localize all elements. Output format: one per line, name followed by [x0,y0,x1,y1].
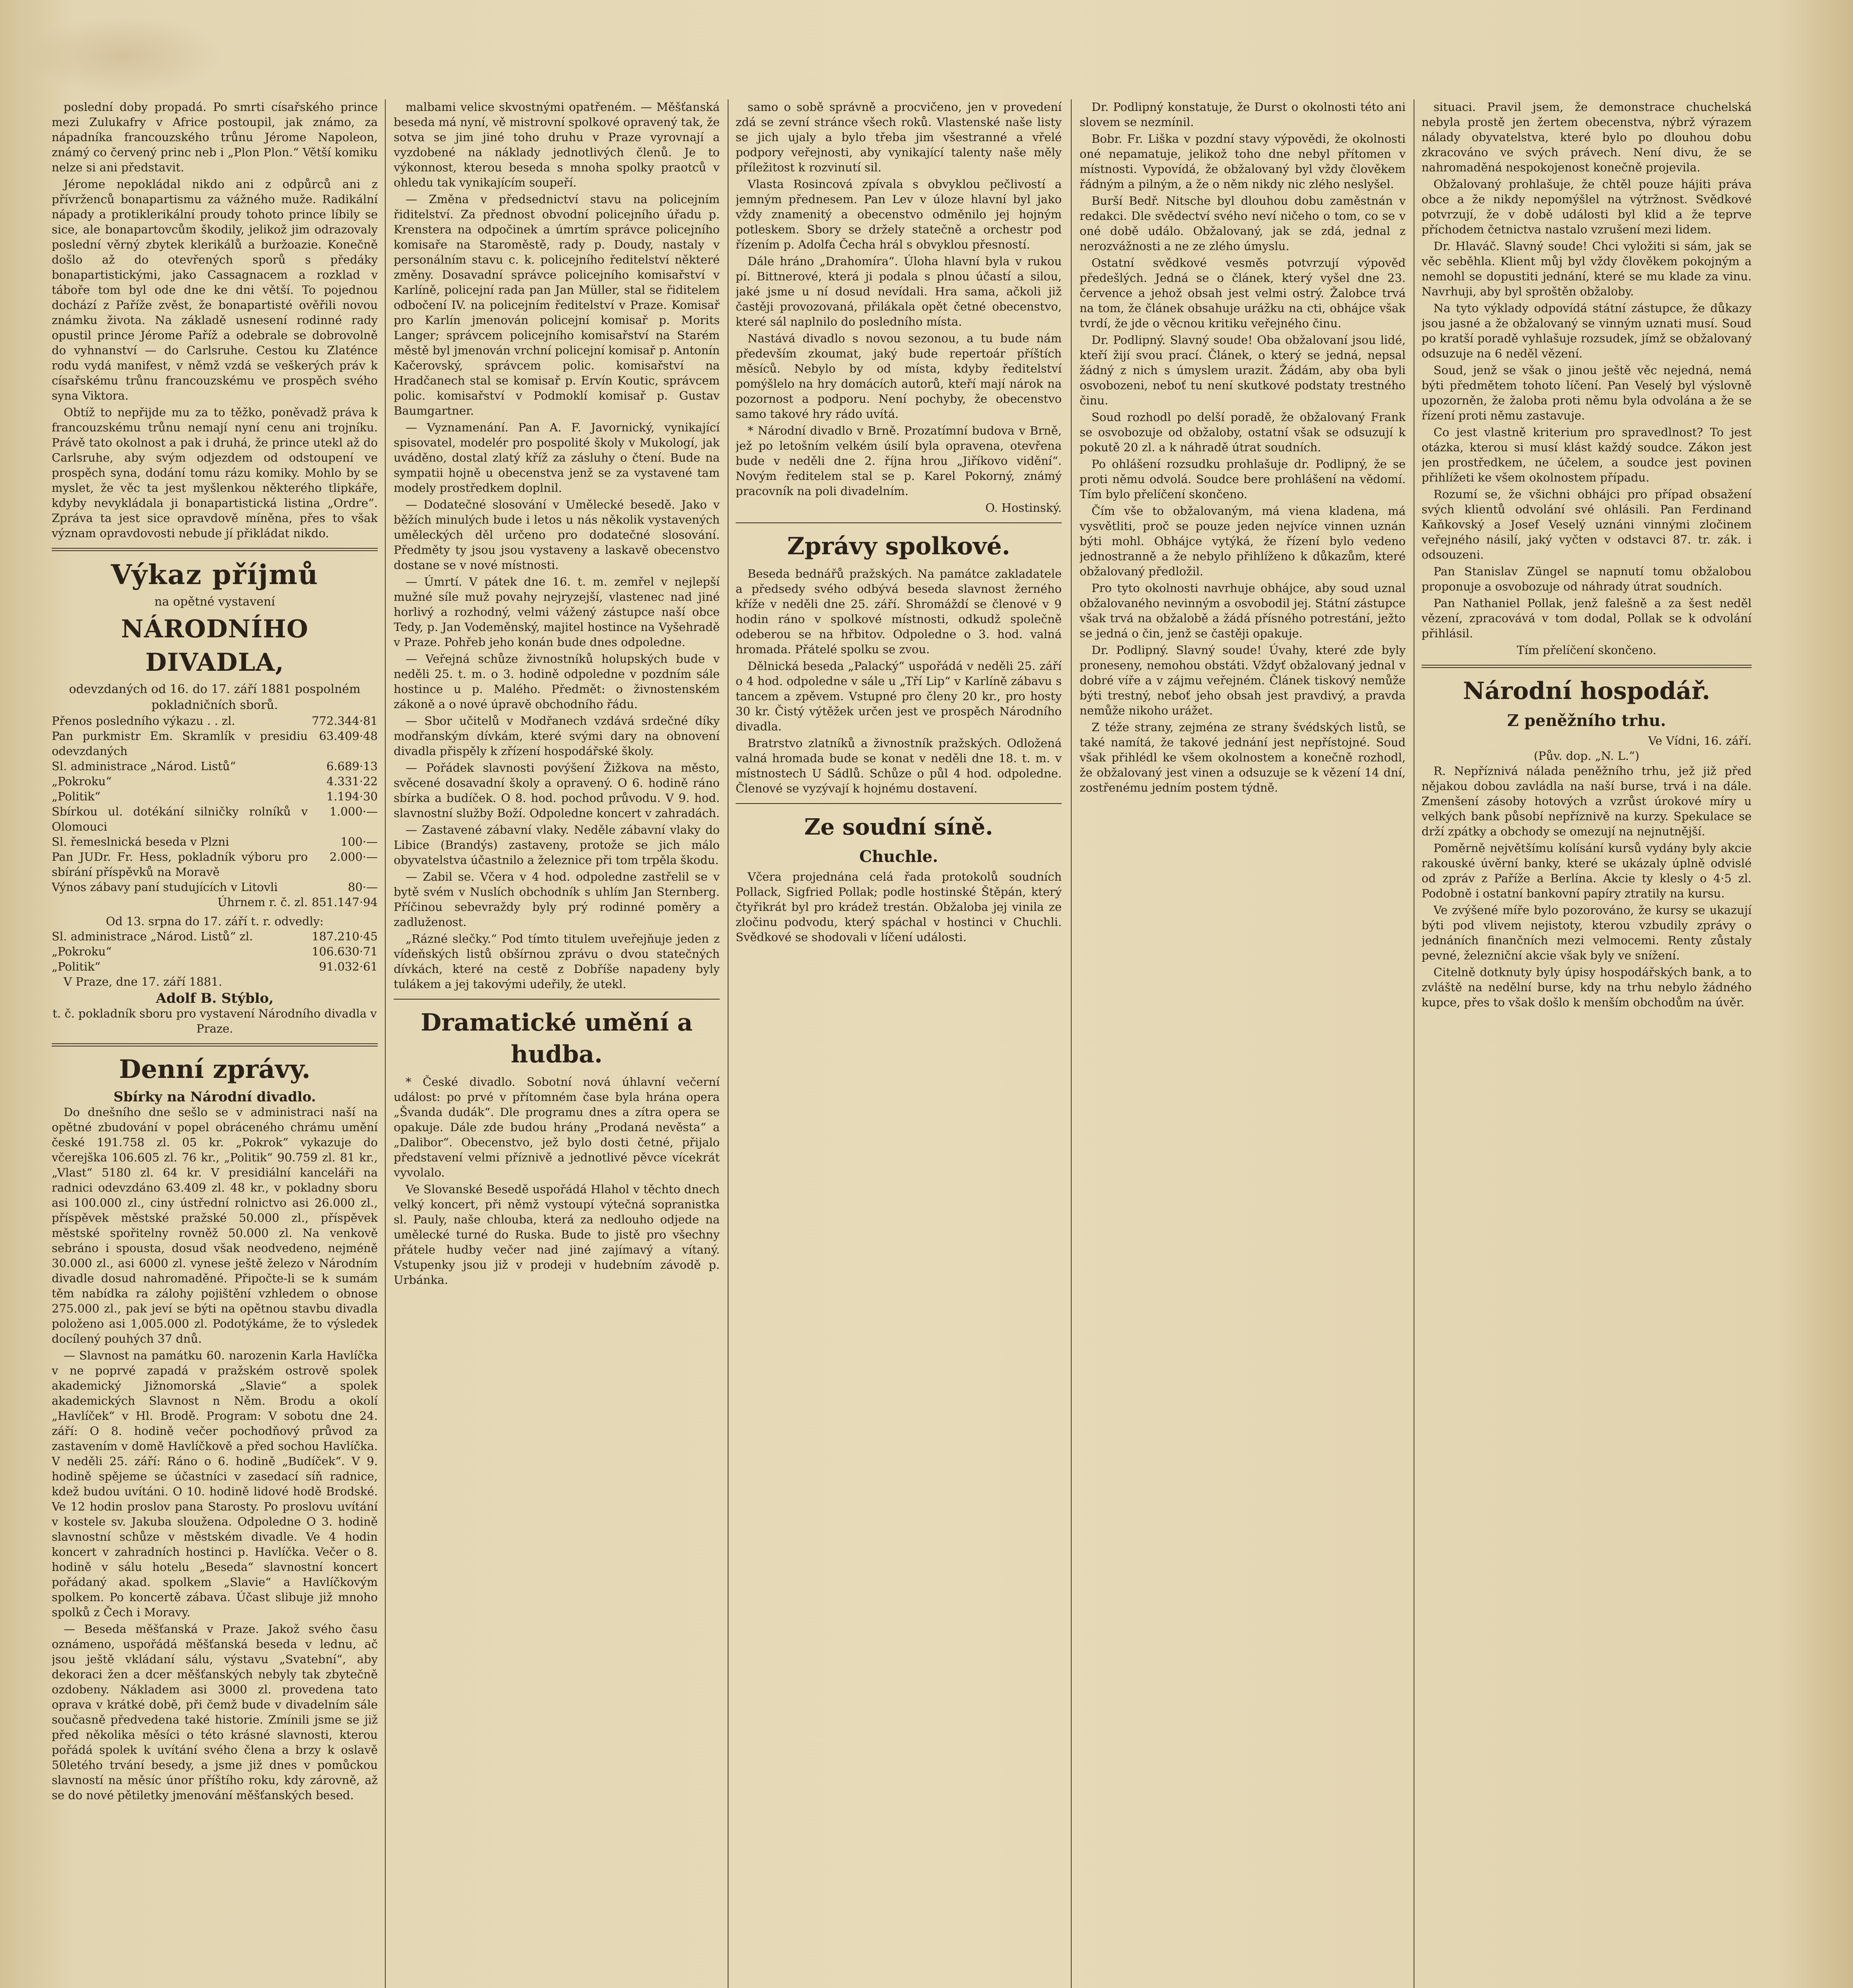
article-text: Poměrně největšímu kolísání kursů vydány byly akcie rakouské úvěrní banky, které se ukázaly úplně odvislé od zpráv z Paříže a Berlína. Akcie ty klesly o 4·5 zl. Podobně i ostatní bankovní papíry ztratily na kursu. [1422,841,1752,900]
paper-stain [24,16,223,95]
article-text: * České divadlo. Sobotní nová úhlavní večerní událost: po prvé v přítomném čase byla hrána opera „Švanda dudák“. Dle programu dnes a zítra opera se opakuje. Dále zde budou hrány „Prodaná nevěsta“ a „Dalibor“. Obecenstvo, jež bylo dosti četné, přijalo představení velmi příznivě a jednotlivé pěvce vícekrát vyvolalo. [394,1075,720,1179]
article-text: Rozumí se, že všichni obhájci pro případ obsažení svých klientů odvolání své ohlásili. Pan Ferdinand Kaňkovský a Josef Veselý uznáni vinnými zločinem veřejného násilí, jaký vyčten v odstavci 87. tr. zák. i odsouzeni. [1422,487,1752,561]
article-text: malbami velice skvostnými opatřeném. — Měšťanská beseda má nyní, vě mistrovní spolkové opravený tak, že sotva se jim jiné toho druhu v Praze vyrovnají a vyzdobené na náklady jednotlivých členů. Je to výkonnost, kterou beseda s mnoha spolky praotců v ohledu tak vynikajícím soupeří. [394,100,720,189]
vykaz-period: odevzdaných od 16. do 17. září 1881 pospolném pokladničních sborů. [69,682,361,712]
vykaz-place: V Praze, dne 17. září 1881. [64,975,222,988]
section-divider [736,522,1062,523]
article-text: Z téže strany, zejména ze strany švédských listů, se také namítá, že takové jednání jest nepřístojné. Soud však přihlédl ke všem okolnostem a konečně rozhodl, že obžalovaný jest vinen a odsuzuje se k vězení 14 dní, zostřenému jedním postem týdně. [1080,720,1406,794]
article-text: Burší Bedř. Nitsche byl dlouhou dobu zaměstnán v redakci. Dle svědectví svého neví ničeho o tom, co se v oné době událo. Obžalovaný, jak se zdá, jednal z nerozvážnosti a ne ze zlého úmyslu. [1080,194,1406,253]
column-1 [52,99,378,1988]
vykaz-signature: Adolf B. Stýblo, [156,990,274,1006]
total-row: Úhrnem r. č. zl. 851.147·94 [217,895,378,909]
drama-section-title: Dramatické umění a hudba. [420,1009,693,1068]
article-text: Citelně dotknuty byly úpisy hospodářských bank, a to zvláště na nedělní burse, kdy na trhu nebylo žádného kupce, přes to však došlo k menším obchodům na úvěr. [1422,965,1752,1009]
article-text: — Úmrtí. V pátek dne 16. t. m. zemřel v nejlepší mužné síle muž povahy nejryzejší, vlastenec nad jiné horlivý a rozhodný, velmi vážený zástupce naší obce Tedy, p. Jan Vodeměnský, majitel hostince na Vyšehradě v Praze. Pohřeb jeho konán bude dnes odpoledne. [394,575,720,649]
article-text: — Pořádek slavnosti povýšení Žižkova na město, svěcené dosavadní školy a opravený. O 6. hodině ráno sbírka a budíček. O 8. hod. pochod průvodu. V 9. hod. slavnostní služby Boží. Odpoledne koncert v zahradách. [394,761,720,820]
article-text: Ve zvýšené míře bylo pozorováno, že kursy se ukazují býti pod vlivem nejistoty, kterou vzbudily zprávy o jednáních finančních mezi velmocemi. Renty zůstaly pevné, železniční akcie však byly ve snížení. [1422,903,1752,962]
spolky-section-title: Zprávy spolkové. [787,532,1010,560]
table-row: Sl. řemeslnická beseda v Plzni 100·— [52,835,378,848]
article-text: Dr. Podlipný. Slavný soude! Oba obžalovaní jsou lidé, kteří žijí svou prací. Článek, o který se jedná, nepsal žádný z nich s úmyslem urazit. Žádám, aby oba byli osvobozeni, neboť tu není skutkové podstaty trestného činu. [1080,333,1406,407]
vykaz-table [52,713,378,910]
column-4 [1080,99,1406,1988]
table-row: „Pokroku“ 4.331·22 [52,775,378,788]
article-text: Vlasta Rosincová zpívala s obvyklou pečlivostí a jemným přednesem. Pan Lev v úloze hlavní byl jako vždy znamenitý a obecenstvo odměnilo jej hojným potleskem. Sbory se držely statečně a orchestr pod řízením p. Adolfa Čecha hrál s obvyklou přesností. [736,177,1062,251]
table-row: Pan purkmistr Em. Skramlík v presidiu odevzdaných 63.409·48 [52,729,378,758]
vykaz-signature-role: t. č. pokladník sboru pro vystavení Národního divadla v Praze. [52,1007,377,1035]
article-text: Pro tyto okolnosti navrhuje obhájce, aby soud uznal obžalovaného nevinným a osvobodil jej. Státní zástupce však trvá na obžalobě a žádá přísného potrestání, ježto se jedná o čin, jenž se častěji opakuje. [1080,581,1406,640]
article-text: * Národní divadlo v Brně. Prozatímní budova v Brně, jež po letošním velkém úsilí byla opravena, otevřena bude v neděli dne 2. října hrou „Jiříkovo vidění“. Novým ředitelem stal se p. Karel Pokorný, známý pracovník na poli divadelním. [736,424,1062,498]
table-row: Výnos zábavy paní studujících v Litovli 80·— [52,880,378,894]
column-3 [736,99,1062,1988]
vykaz-sep-table [52,929,378,974]
article-headline: Sbírky na Národní divadlo. [113,1089,316,1105]
article-text: Dělnická beseda „Palacký“ uspořádá v neděli 25. září o 4 hod. odpoledne v sále u „Tří Lip“ v Karlíně zábavu s tancem a zpěvem. Vstupné pro členy 20 kr., pro hosty 30 kr. Čistý výtěžek určen jest ve prospěch Národního divadla. [736,659,1062,733]
article-text: poslední doby propadá. Po smrti císařského prince mezi Zulukafry v Africe postoupil, jak známo, za nápadníka francouzského trůnu Jérome Napoleon, známý co červený princ neb i „Plon Plon.“ Větší komiku nelze si ani představit. [52,100,378,174]
article-text: Co jest vlastně kriterium pro spravedlnost? To jest otázka, kterou si musí klást každý soudce. Zákon jest jen prostředkem, ne účelem, a soudce jest povinen přihlížeti ke všem okolnostem případu. [1422,425,1752,484]
article-text: — Změna v předsednictví stavu na policejním řiditelství. Za přednost obvodní policejního úřadu p. Krenstera na odpočinek a úmrtím správce policejního komisaře na Staroměstě, rady p. Doudy, nastaly v personálním stavu c. k. policejního ředitelství některé změny. Dosavadní správce policejního komisařství v Karlíně, policejní rada pan Jan Müller, stal se řiditelem odbočení IV. na policejním ředitelství v Praze. Komisař pro Karlín jmenován policejní komisař p. Morits Langer; správcem policejního komisařství na Starém městě byl jmenován vrchní policejní komisař p. Antonín Kačerovský, správcem polic. komisařství na Hradčanech stal se komisař p. Ervín Koutic, správcem polic. komisařství v Podmoklí komisař p. Gustav Baumgartner. [394,192,720,417]
section-divider [1422,665,1752,668]
table-row: „Politik“ 1.194·30 [52,790,378,803]
article-text: Beseda bednářů pražských. Na památce zakladatele a předsedy svého odbývá beseda slavnost žerného kříže v neděli dne 25. září. Shromáždí se členové v 9 hodin ráno v spolkové místnosti, odkudž společně odeberou se na hřbitov. Odpoledne o 3. hod. valná hromada. Přátelé spolku se zvou. [736,567,1062,656]
article-text: — Sbor učitelů v Modřanech vzdává srdečné díky modřanským dívkám, které svými dary na obnovení divadla přispěly k zřízení hospodářské školy. [394,714,720,758]
article-text: Pan Stanislav Züngel se napnutí tomu obžalobou proponuje a osvobozuje od náhrady útrat soudních. [1422,565,1752,593]
article-text: „Rázné slečky.“ Pod tímto titulem uveřejňuje jeden z vídeňských listů obšírnou zprávu o dvou statečných dívkách, které na cestě z Dobříše napadeny byly tulákem a jej takovými udeřily, že utekl. [394,932,720,991]
article-text: Ostatní svědkové vesměs potvrzují výpověď předešlých. Jedná se o článek, který vyšel dne 23. července a jehož obsah jest velmi ostrý. Žalobce trvá na tom, že článek obsahuje urážku na cti, obhájce však tvrdí, že jde o věcnou kritiku veřejného činu. [1080,256,1406,330]
article-text: — Dodatečné slosování v Umělecké besedě. Jako v běžích minulých bude i letos u nás několik vystavených uměleckých děl určeno pro dodatečné slosování. Předměty ty jsou jsou vystaveny a laskavě obecenstvo dostane se v nové místnosti. [394,498,720,572]
article-text: Dr. Podlipný konstatuje, že Durst o okolnosti této ani slovem se nezmínil. [1080,100,1406,129]
vykaz-title: Výkaz příjmů [111,559,319,591]
table-row: Sl. administrace „Národ. Listů“ 6.689·13 [52,759,378,773]
table-row: „Pokroku“ 106.630·71 [52,945,378,958]
article-text: Obžalovaný prohlašuje, že chtěl pouze hájiti práva obce a že nikdy nepomýšlel na výtržnost. Svědkové potvrzují, že v době události byl klid a že teprve příchodem četnictva nastalo vzrušení mezi lidem. [1422,177,1752,236]
article-text: — Vyznamenání. Pan A. F. Javornický, vynikající spisovatel, modelér pro pospolité školy v Mukologí, jak uváděno, dostal zlatý kříž za zásluhy o čtení. Bude na sympatii hojně u obecenstva jenž se za vystavené tam modely prostředkem doplnil. [394,421,720,495]
article-text: Na tyto výklady odpovídá státní zástupce, že důkazy jsou jasné a že obžalovaný se vinným uznati musí. Soud po kratší poradě vyhlašuje rozsudek, jímž se obžalovaný odsuzuje na 6 neděl vězení. [1422,301,1752,360]
article-text: Pan Nathaniel Pollak, jenž falešně a za šest neděl vězení, zpracovává v tom dodal, Pollak se k odvolání přihlásil. [1422,596,1752,640]
article-text: Soud rozhodl po delší poradě, že obžalovaný Frank se osvobozuje od obžaloby, ostatní však se odsuzují k pokutě 20 zl. a k náhradě útrat soudních. [1080,410,1406,454]
vykaz-name: NÁRODNÍHO DIVADLA, [121,614,309,677]
article-text: R. Nepříznivá nálada peněžního trhu, jež již před nějakou dobou zavládla na naší burse, trvá i na dále. Zmenšení zásoby hotových a vzrůst úrokové míry u velkých bank působí nepříznivě na kurzy. Spekulace se drží zpátky a obchody se omezují na nejnutnější. [1422,764,1752,838]
table-row: Sl. administrace „Národ. Listů“ zl. 187.210·45 [52,930,378,943]
vykaz-subtitle: na opětné vystavení [154,595,275,609]
article-text: — Slavnost na památku 60. narozenin Karla Havlíčka v ne poprvé zapadá v pražském ostrově spolek akademický Jižnomorská „Slavie“ a spolek akademických Slavnost n Něm. Brodu a okolí „Havlíček“ v Hl. Brodě. Program: V sobotu dne 24. září: O 8. hodině večer pochodňový průvod za zastavením v domě Havlíčkově a před sochou Havlíčka. V neděli 25. září: Ráno o 6. hodině „Budíček“. V 9. hodině spějeme se účastníci v zasedací síň radnice, kdež budou uvítáni. O 10. hodině lidové hodě Brodské. Ve 12 hodin proslov pana Starosty. Po proslovu uvítání v kostele sv. Jakuba sloužena. Odpoledne O 3. hodině slavnostní schůze v městském divadle. Ve 4 hodin koncert v zahradních hostinci p. Havlíčka. Večer o 8. hodině v sálu hotelu „Beseda“ slavnostní koncert pořádaný akad. spolkem „Slavie“ a Havlíčkovým spolkem. Po koncertě zábava. Účast slibuje již mnoho spolků z Čech i Moravy. [52,1349,378,1619]
column-rule [1071,99,1072,1988]
table-row: Sbírkou ul. dotékání silničky rolníků v Olomouci 1.000·— [52,805,378,833]
hospodar-subtitle: Z peněžního trhu. [1507,711,1666,730]
article-text: Dr. Hlaváč. Slavný soude! Chci vyložiti si sám, jak se věc seběhla. Klient můj byl vždy člověkem pokojným a nemohl se dopustiti jednání, které se mu klade za vinu. Navrhuji, aby byl sproštěn obžaloby. [1422,239,1752,298]
section-divider [394,999,720,1000]
article-text: Bratrstvo zlatníků a živnostník pražských. Odložená valná hromada bude se konat v neděli dne 18. t. m. v místnostech U Sádlů. Schůze o půl 4 hod. odpoledne. Členové se vyzývají k hojnému dostavení. [736,736,1062,795]
article-text: samo o sobě správně a procvičeno, jen v provedení zdá se zevní stránce všech roků. Vlastenské naše listy se jich ujaly a bylo třeba jim všestranné a vřelé podpory veřejnosti, aby vynikající talenty naše měly příležitost k rozvinutí sil. [736,100,1062,174]
article-text: Po ohlášení rozsudku prohlašuje dr. Podlipný, že se proti němu odvolá. Soudce bere prohlášení na vědomí. Tím bylo přelíčení skončeno. [1080,457,1406,501]
column-2 [394,99,720,1988]
denni-zpravy-title: Denní zprávy. [119,1054,311,1084]
article-text: Jérome nepokládal nikdo ani z odpůrců ani z přívrženců bonapartismu za vážného muže. Radikální nápady a protiklerikální proudy tohoto prince líbily se sice, ale bonapartovcům škodily, jelikož jim odrazovaly poslední věrný zbytek klerikálů a buržoazie. Konečně došlo až do otevřených sporů s předáky bonapartistickými, jako Cassagnacem a rozklad v táboře tom byl ode dne ke dni větší. To pojednou dochází z Paříže zvěst, že bonapartisté ověřili novou známku života. Na základě usnesení rodinné rady opustil prince Jérome Paříž a odebrale se dobrovolně do vyhnanství — do Carlsruhe. Cestou ku Zlaténce rodu vydá manifest, v němž vzdá se veškerých práv k císařskému trůnu francouzskému ve prospěch svého syna Viktora. [52,177,378,402]
article-text: Čím vše to obžalovaným, má viena kladena, má vysvětliti, proč se pouze jeden nejvíce vinnen uznán býti mohl. Obhájce vytýká, že řízení bylo vedeno jednostranně a že nebylo přihlíženo k důkazům, které obžalovaný předložil. [1080,504,1406,578]
column-rule [385,99,386,1988]
table-row: „Politik“ 91.032·61 [52,960,378,973]
source-note: (Pův. dop. „N. L.“) [1534,749,1639,763]
article-text: Dále hráno „Drahomíra“. Úloha hlavní byla v rukou pí. Bittnerové, která ji podala s plnou účastí a silou, jaké jsme u ní dosud nevídali. Hra sama, ačkoli již častěji provozovaná, přilákala opět četné obecenstvo, které sál naplnilo do posledního místa. [736,254,1062,328]
article-text: — Zabil se. Včera v 4 hod. odpoledne zastřelil se v bytě svém v Nuslích obchodník s uhlím Jan Sternberg. Příčinou sebevraždy byly prý rodinné poměry a zadluženost. [394,870,720,929]
article-text: situaci. Pravil jsem, že demonstrace chuchelská nebyla prostě jen žertem obecenstva, nýbrž výrazem nálady obyvatelstva, které bylo po dlouhou dobu zkracováno ve svých právech. Není divu, že se nahromaděná nespokojenost konečně projevila. [1422,100,1752,174]
article-text: Do dnešního dne sešlo se v administraci naší na opětné zbudování v popel obráceného chrámu umění české 191.758 zl. 05 kr. „Pokrok“ vykazuje do včerejška 106.605 zl. 76 kr., „Politik“ 90.759 zl. 81 kr., „Vlast“ 5180 zl. 64 kr. V presidiální kanceláři na radnici odevzdáno 63.409 zl. 48 kr., v pokladny sboru asi 100.000 zl., ciny ústřední rolnictvo asi 26.000 zl., příspěvek městské pražské 50.000 zl., příspěvek městské spořitelny rovněž 50.000 zl. Na venkově sebráno i spousta, dosud však neodvedeno, nejméně 30.000 zl., asi 6000 zl. vynese ještě železo v Národním divadle dosud nahromaděné. Připočte-li se k sumám těm nabídka ra zálohy pojištění vzhledem o obnose 275.000 zl., pak jeví se býti na opětnou stavbu divadla položeno asi 1,005.000 zl. Podotýkáme, že to výsledek docílený pouhých 37 dnů. [52,1105,378,1345]
article-closing: Tím přelíčení skončeno. [1517,643,1657,657]
table-row: Přenos posledního výkazu . . zl. 772.344·81 [52,714,378,728]
article-text: — Veřejná schůze živnostníků holupských bude v neděli 25. t. m. o 3. hodině odpoledne v pozdním sále hostince u p. Malého. Předmět: o živnostenském zákoně a o nové úpravě obchodního řádu. [394,652,720,711]
section-divider [52,548,378,551]
article-text: Obtíž to nepřijde mu za to těžko, poněvadž práva k francouzskému trůnu nemají nyní cenu ani trojníku. Právě tato okolnost a pak i druhá, že prince utekl až do Carlsruhe, aby svým odjezdem od odstoupení ve prospěch syna, dodání tomu rázu komiky. Mohlo by se myslet, že věc ta jest myšlenkou některého tlipkáře, kdyby nevykládala ji bonapartistická listina „Ordre“. Zpráva ta jest sice opravdově míněna, přes to však význam opravdovosti nebude jí přikládat nikdo. [52,406,378,540]
column-5 [1422,99,1752,1988]
article-text: Včera projednána celá řada protokolů soudních Pollack, Sigfried Pollak; podle hostinské Štěpán, který čtyřikrát byl pro krádež trestán. Obžaloba jej vinila ze zločinu podvodu, který spáchal v hostinci v Chuchli. Svědkové se shodovali v líčení události. [736,870,1062,944]
article-text: — Zastavené zábavní vlaky. Neděle zábavní vlaky do Libice (Brandýs) zastaveny, protože se jich málo obyvatelstva účastnilo a železnice při tom trpěla škodu. [394,823,720,867]
vykaz-sep-title: Od 13. srpna do 17. září t. r. odvedly: [106,914,324,928]
section-divider [736,803,1062,804]
article-signature: O. Hostinský. [985,501,1062,514]
table-row: Pan JUDr. Fr. Hess, pokladník výboru pro sbírání příspěvků na Moravě 2.000·— [52,850,378,879]
hospodar-section-title: Národní hospodář. [1463,677,1710,705]
article-text: Ve Slovanské Besedě uspořádá Hlahol v těchto dnech velký koncert, při němž vystoupí výtečná sopranistka sl. Pauly, naše chlouba, která za nedlouho odjede na umělecké turné do Ruska. Bude to jistě pro všechny přátele hudby večer nad jiné zajímavý a vítaný. Vstupenky jsou již v prodeji v hudebním závodě p. Urbánka. [394,1182,720,1287]
article-text: Dr. Podlipný. Slavný soude! Úvahy, které zde byly proneseny, nemohou obstáti. Vždyť obžalovaný jednal v dobré víře a v zájmu veřejném. Článek tiskový nemůže býti trestný, neboť jeho obsah jest pravdivý, a pravda nemůže nikoho urážet. [1080,643,1406,717]
article-text: — Beseda měšťanská v Praze. Jakož svého času oznámeno, uspořádá měšťanská beseda v lednu, ač jsou ještě vkládaní sálu, výstavu „Svatební“, aby dekoraci žen a dcer měšťanských nebyly tak zbytečně ozdobeny. Nákladem asi 3000 zl. provedena tato oprava v krátké době, při čemž bude v divadelním sále současně předvedena také historie. Zmínili jsme se již před několika měsíci o této krásné slavnosti, kterou pořádá spolek k uvítání svého člena a brzy k oslavě 50letého trvání besedy, a jsme již dnes v pomůckou slavností na měsíc únor příštího roku, kdy zárovně, až se do nové pětiletky jmenování měšťanských besed. [52,1622,378,1802]
dateline: Ve Vídni, 16. září. [1648,734,1752,747]
article-text: Soud, jenž se však o jinou ještě věc nejedná, nemá býti předmětem tohoto líčení. Pan Veselý byl výslovně upozorněn, že žaloba proti němu byla odvolána a že se řízení proti němu zastavuje. [1422,363,1752,422]
article-text: Nastává divadlo s novou sezonou, a tu bude nám především zkoumat, jaký bude repertoár příštích měsíců. Nebylo by od místa, kdyby ředitelství pomýšlelo na hry domácích autorů, kteří mají nárok na pozornost a podporu. Není pochyby, že obecenstvo samo takové hry rádo uvítá. [736,332,1062,421]
soud-subtitle: Chuchle. [859,847,938,866]
section-divider [52,1043,378,1046]
article-text: Bobr. Fr. Liška v pozdní stavy výpovědi, že okolnosti oné nepamatuje, jelikož toho dne nebyl přítomen v místnosti. Vypovídá, že obžalovaný byl vždy člověkem řádným a pilným, a že o něm nikdy nic zlého neslyšel. [1080,132,1406,191]
soud-section-title: Ze soudní síně. [804,814,993,840]
